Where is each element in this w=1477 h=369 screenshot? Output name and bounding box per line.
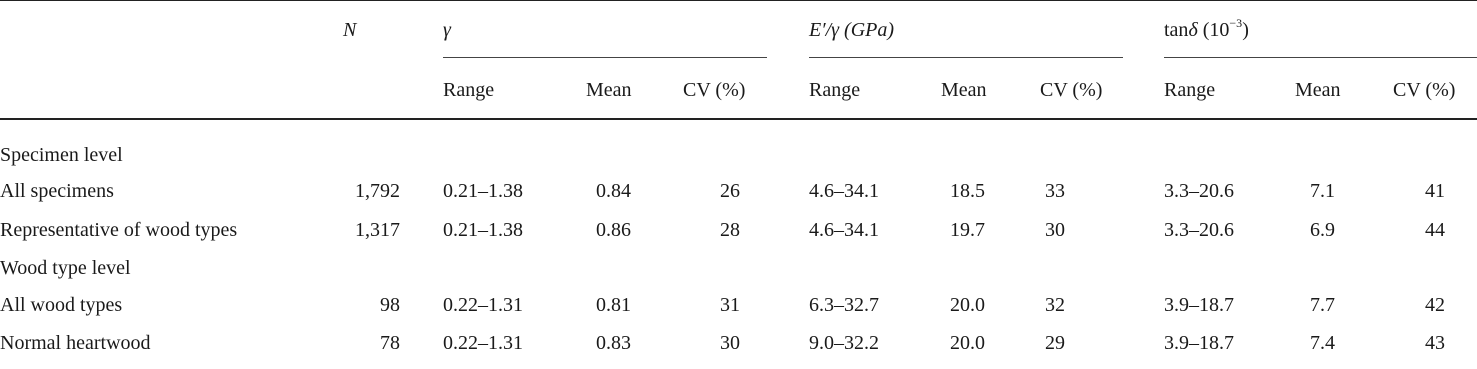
row-label: All wood types: [0, 294, 123, 316]
header-gamma: γ: [443, 19, 451, 41]
header-specific-modulus-label: E′/γ (GPa): [809, 19, 895, 41]
header-n: N: [343, 19, 357, 41]
tan-delta-unit-close: ): [1242, 19, 1249, 41]
cell-specific-modulus-range: 9.0–32.2: [809, 332, 879, 354]
subheader-tan-delta-cv: CV (%): [1393, 79, 1456, 101]
cell-specific-modulus-range: 6.3–32.7: [809, 294, 879, 316]
cell-specific-modulus-mean: 18.5: [950, 180, 985, 202]
header-tan-delta: [1164, 16, 1249, 41]
cell-n: 1,317: [355, 219, 400, 241]
cell-n: 1,792: [355, 180, 400, 202]
subheader-gamma-cv: CV (%): [683, 79, 746, 101]
cell-gamma-mean: 0.83: [596, 332, 631, 354]
cell-gamma-mean: 0.86: [596, 219, 631, 241]
cell-specific-modulus-range: 4.6–34.1: [809, 219, 879, 241]
subheader-specific-modulus-cv: CV (%): [1040, 79, 1103, 101]
cell-tan-delta-cv: 41: [1425, 180, 1445, 202]
cell-gamma-mean: 0.84: [596, 180, 631, 202]
cell-specific-modulus-range: 4.6–34.1: [809, 180, 879, 202]
cell-gamma-cv: 31: [720, 294, 740, 316]
subheader-tan-delta-mean: Mean: [1295, 79, 1341, 101]
row-label: Representative of wood types: [0, 219, 238, 241]
row-label: All specimens: [0, 180, 114, 202]
cell-tan-delta-mean: 7.1: [1310, 180, 1335, 202]
tan-delta-group-rule: [1164, 57, 1477, 58]
cell-n: 98: [380, 294, 400, 316]
cell-gamma-range: 0.22–1.31: [443, 332, 523, 354]
tan-delta-unit-open: (10: [1202, 19, 1230, 41]
row-label: Normal heartwood: [0, 332, 151, 354]
cell-specific-modulus-mean: 20.0: [950, 294, 985, 316]
cell-specific-modulus-cv: 32: [1045, 294, 1065, 316]
cell-tan-delta-range: 3.9–18.7: [1164, 294, 1234, 316]
cell-n: 78: [380, 332, 400, 354]
cell-specific-modulus-mean: 20.0: [950, 332, 985, 354]
cell-specific-modulus-cv: 33: [1045, 180, 1065, 202]
subheader-specific-modulus-mean: Mean: [941, 79, 987, 101]
cell-tan-delta-cv: 43: [1425, 332, 1445, 354]
cell-tan-delta-range: 3.9–18.7: [1164, 332, 1234, 354]
cell-gamma-range: 0.22–1.31: [443, 294, 523, 316]
section-title-specimen-level: Specimen level: [0, 144, 123, 166]
cell-gamma-mean: 0.81: [596, 294, 631, 316]
cell-gamma-cv: 28: [720, 219, 740, 241]
subheader-specific-modulus-range: Range: [809, 79, 861, 101]
cell-tan-delta-range: 3.3–20.6: [1164, 180, 1234, 202]
cell-specific-modulus-mean: 19.7: [950, 219, 985, 241]
tan-delta-symbol: δ: [1188, 19, 1198, 41]
cell-specific-modulus-cv: 30: [1045, 219, 1065, 241]
cell-tan-delta-cv: 44: [1425, 219, 1445, 241]
cell-gamma-cv: 26: [720, 180, 740, 202]
cell-tan-delta-range: 3.3–20.6: [1164, 219, 1234, 241]
subheader-tan-delta-range: Range: [1164, 79, 1216, 101]
specific-modulus-group-rule: [809, 57, 1123, 58]
header-specific-modulus: [809, 20, 894, 40]
gamma-group-rule: [443, 57, 767, 58]
cell-gamma-range: 0.21–1.38: [443, 180, 523, 202]
cell-tan-delta-mean: 7.7: [1310, 294, 1335, 316]
header-bottom-rule: [0, 118, 1477, 120]
cell-tan-delta-mean: 6.9: [1310, 219, 1335, 241]
cell-gamma-range: 0.21–1.38: [443, 219, 523, 241]
table-top-rule: [0, 0, 1477, 1]
subheader-gamma-mean: Mean: [586, 79, 632, 101]
cell-gamma-cv: 30: [720, 332, 740, 354]
cell-tan-delta-mean: 7.4: [1310, 332, 1335, 354]
tan-delta-exponent: −3: [1229, 16, 1243, 30]
subheader-gamma-range: Range: [443, 79, 495, 101]
cell-tan-delta-cv: 42: [1425, 294, 1445, 316]
cell-specific-modulus-cv: 29: [1045, 332, 1065, 354]
tan-delta-prefix: tan: [1164, 19, 1189, 41]
section-title-wood-type-level: Wood type level: [0, 257, 131, 279]
